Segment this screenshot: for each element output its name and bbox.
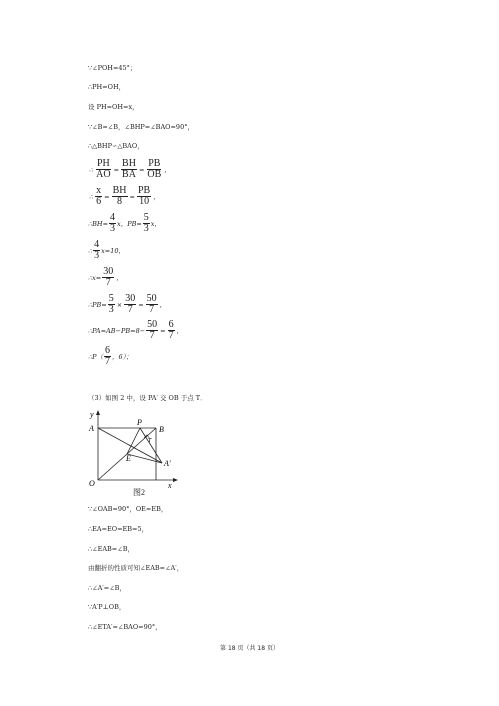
point-p-line: ∴P（ $\frac{6}{7}$ ，6）； bbox=[88, 345, 133, 367]
line-19: ∴∠A′=∠B， bbox=[88, 584, 126, 592]
figure-caption: 图2 bbox=[133, 488, 145, 497]
line-1: ∵∠POH=45°； bbox=[88, 64, 137, 72]
x-value-line: ∴x= $\frac{30}{7}$ ， bbox=[88, 266, 123, 288]
label-y: y bbox=[90, 410, 94, 419]
label-x: x bbox=[168, 481, 172, 490]
line-21: ∴∠ETA′=∠BAO=90°， bbox=[88, 623, 162, 631]
fraction-pb-ob: $\frac{PB}{OB}$ bbox=[147, 158, 162, 180]
page-footer: 第 18 页（共 18 页） bbox=[220, 645, 279, 652]
line-15: ∵∠OAB=90°，OE=EB， bbox=[88, 505, 168, 513]
x-axis-arrow bbox=[173, 478, 178, 482]
line-4: ∵∠B=∠B，∠BHP=∠BAO=90°， bbox=[88, 123, 194, 131]
fraction-bh-ba: $\frac{BH}{BA}$ bbox=[122, 158, 136, 180]
fraction-bh-8: $\frac{BH}{8}$ bbox=[112, 185, 127, 207]
fraction-5-3: $\frac{5}{3}$ bbox=[143, 212, 149, 234]
fraction-4-3: $\frac{4}{3}$ bbox=[110, 212, 116, 234]
line-2: ∴PH=OH， bbox=[88, 83, 126, 91]
figure-2 bbox=[84, 408, 194, 490]
ratio-line-2: ∴ $\frac{x}{6}$ = $\frac{BH}{8}$ = $\frac{PB}{10}$ ， bbox=[89, 185, 160, 207]
pa-value-line: ∴PA=AB−PB=8− $\frac{50}{7}$ = $\frac{6}{7}$ ， bbox=[88, 319, 184, 341]
fraction-6-7: $\frac{6}{7}$ bbox=[168, 319, 174, 341]
equation-line: ∴ $\frac{4}{3}$ x=10， bbox=[88, 239, 126, 261]
fraction-4-3-b: $\frac{4}{3}$ bbox=[94, 239, 100, 261]
y-axis-arrow bbox=[96, 410, 100, 415]
label-a-prime: A′ bbox=[164, 459, 171, 468]
label-o: O bbox=[89, 479, 95, 488]
label-p: P bbox=[137, 418, 142, 427]
fraction-ph-ao: $\frac{PH}{AO}$ bbox=[96, 158, 111, 180]
ratio-line-1: ∴ $\frac{PH}{AO}$ = $\frac{BH}{BA}$ = $\frac{PB}{OB}$ ， bbox=[89, 158, 171, 180]
label-e: E bbox=[126, 454, 131, 463]
fraction-30-7-b: $\frac{30}{7}$ bbox=[125, 293, 136, 315]
fraction-x-6: $\frac{x}{6}$ bbox=[96, 185, 102, 207]
line-3: 设 PH=OH=x， bbox=[88, 103, 139, 111]
bh-pb-line: ∴BH= $\frac{4}{3}$ x，PB= $\frac{5}{3}$ x， bbox=[88, 212, 161, 234]
label-a: A bbox=[89, 424, 94, 433]
fraction-50-7: $\frac{50}{7}$ bbox=[146, 293, 157, 315]
fraction-5-3-b: $\frac{5}{3}$ bbox=[108, 293, 114, 315]
line-16: ∴EA=EO=EB=5， bbox=[88, 525, 149, 533]
line-18: 由翻折的性质可知∠EAB=∠A′， bbox=[88, 564, 184, 572]
fraction-6-7-b: $\frac{6}{7}$ bbox=[105, 345, 111, 367]
part-3-heading: （3）如图 2 中，设 PA′ 交 OB 于点 T． bbox=[88, 394, 207, 402]
line-20: ∵A′P⊥OB， bbox=[88, 603, 126, 611]
fraction-pb-10: $\frac{PB}{10}$ bbox=[137, 185, 151, 207]
line-5: ∴△BHP∽△BAO， bbox=[88, 142, 144, 150]
pb-value-line: ∴PB= $\frac{5}{3}$ × $\frac{30}{7}$ = $\frac{50}{7}$ ， bbox=[88, 293, 167, 315]
line-17: ∴∠EAB=∠B， bbox=[88, 545, 134, 553]
label-t: T bbox=[148, 438, 152, 444]
fraction-50-7-b: $\frac{50}{7}$ bbox=[147, 319, 158, 341]
fraction-30-7: $\frac{30}{7}$ bbox=[103, 266, 114, 288]
label-b: B bbox=[159, 425, 164, 434]
